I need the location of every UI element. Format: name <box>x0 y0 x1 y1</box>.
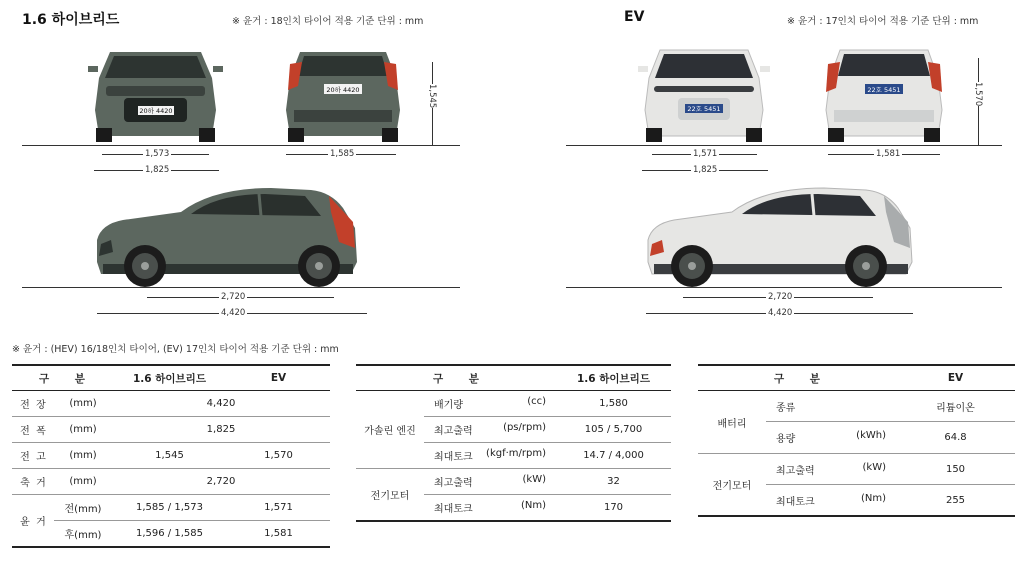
length-value: 4,420 <box>112 391 330 417</box>
hev-ground-line-side <box>22 287 460 288</box>
front-tread-ev-value: 1,571 <box>227 495 330 521</box>
hev-front-plate: 20하 4420 <box>139 107 173 115</box>
table-row: 윤 거 전(mm) 1,585 / 1,573 1,571 <box>12 495 330 521</box>
tables-note: ※ 윤거 : (HEV) 16/18인치 타이어, (EV) 17인치 타이어 적용 기준 단위 : mm <box>12 344 339 355</box>
hev-rear-view-image <box>282 40 404 146</box>
ev-rear-plate: 22호 5451 <box>867 86 901 94</box>
ev-rear-tread-dim: 1,581 <box>876 149 901 159</box>
hev-rear-tread-dim: 1,585 <box>330 149 355 159</box>
hev-powertrain-table <box>356 364 671 522</box>
height-hev-value: 1,545 <box>112 443 227 469</box>
table-row: 배터리 종류 리튬이온 <box>698 391 1015 422</box>
dim-table-head-ev: EV <box>227 365 330 391</box>
table-row: 후(mm) 1,596 / 1,585 1,581 <box>12 521 330 548</box>
table-row: 최고출력 (ps/rpm) 105 / 5,700 <box>356 417 671 443</box>
hev-wheelbase-dim: 2,720 <box>221 292 246 302</box>
ev-table-head-gubun: 구 분 <box>698 365 896 391</box>
ev-motor-group-label: 전기모터 <box>698 454 766 517</box>
table-row: 전 장 (mm) 4,420 <box>12 391 330 417</box>
hev-ground-line-top <box>22 145 460 146</box>
width-value: 1,825 <box>112 417 330 443</box>
table-row: 축 거 (mm) 2,720 <box>12 469 330 495</box>
ev-title: EV <box>624 9 645 25</box>
hev-side-view-image <box>93 182 361 290</box>
ev-table-head-ev: EV <box>896 365 1015 391</box>
battery-group-label: 배터리 <box>698 391 766 454</box>
front-tread-hev-value: 1,585 / 1,573 <box>112 495 227 521</box>
rear-tread-ev-value: 1,581 <box>227 521 330 548</box>
ev-width-dim: 1,825 <box>693 165 718 175</box>
ev-wheelbase-dim: 2,720 <box>768 292 793 302</box>
ev-ground-line-top <box>566 145 1002 146</box>
height-ev-value: 1,570 <box>227 443 330 469</box>
hev-width-dim: 1,825 <box>145 165 170 175</box>
table-row: 가솔린 엔진 배기량 (cc) 1,580 <box>356 391 671 417</box>
ev-length-dim: 4,420 <box>768 308 793 318</box>
ev-front-view-image <box>638 40 770 146</box>
ev-front-tread-dim: 1,571 <box>693 149 718 159</box>
table-row: 전기모터 최고출력 (kW) 32 <box>356 469 671 495</box>
wheelbase-value: 2,720 <box>112 469 330 495</box>
table-row: 최대토크 (Nm) 255 <box>698 485 1015 517</box>
ev-note: ※ 윤거 : 17인치 타이어 적용 기준 단위 : mm <box>787 16 979 27</box>
engine-table-head-hev: 1.6 하이브리드 <box>556 365 671 391</box>
ev-ground-line-side <box>566 287 1002 288</box>
hev-note: ※ 윤거 : 18인치 타이어 적용 기준 단위 : mm <box>232 16 424 27</box>
ev-side-view-image <box>644 182 916 290</box>
table-row: 전 폭 (mm) 1,825 <box>12 417 330 443</box>
hev-rear-plate: 20하 4420 <box>326 86 360 94</box>
table-row: 최대토크 (Nm) 170 <box>356 495 671 522</box>
ev-powertrain-table <box>698 364 1015 517</box>
motor-group-label: 전기모터 <box>356 469 424 522</box>
engine-table-head-gubun: 구 분 <box>356 365 556 391</box>
dimension-table <box>12 364 330 548</box>
hev-front-view-image <box>88 40 223 146</box>
hev-front-tread-dim: 1,573 <box>145 149 170 159</box>
hev-title: 1.6 하이브리드 <box>22 12 120 28</box>
dim-table-head-hev: 1.6 하이브리드 <box>112 365 227 391</box>
table-row: 전 고 (mm) 1,545 1,570 <box>12 443 330 469</box>
table-row: 용량 (kWh) 64.8 <box>698 422 1015 454</box>
table-row: 전기모터 최고출력 (kW) 150 <box>698 454 1015 485</box>
hev-height-dim: 1,545 <box>427 84 437 109</box>
ev-height-dim: 1,570 <box>973 82 983 107</box>
ev-rear-view-image <box>822 40 946 146</box>
engine-group-label: 가솔린 엔진 <box>356 391 424 469</box>
hev-length-dim: 4,420 <box>221 308 246 318</box>
rear-tread-hev-value: 1,596 / 1,585 <box>112 521 227 548</box>
table-row: 최대토크 (kgf·m/rpm) 14.7 / 4,000 <box>356 443 671 469</box>
ev-front-plate: 22호 5451 <box>687 105 721 113</box>
dim-table-head-gubun: 구 분 <box>12 365 112 391</box>
